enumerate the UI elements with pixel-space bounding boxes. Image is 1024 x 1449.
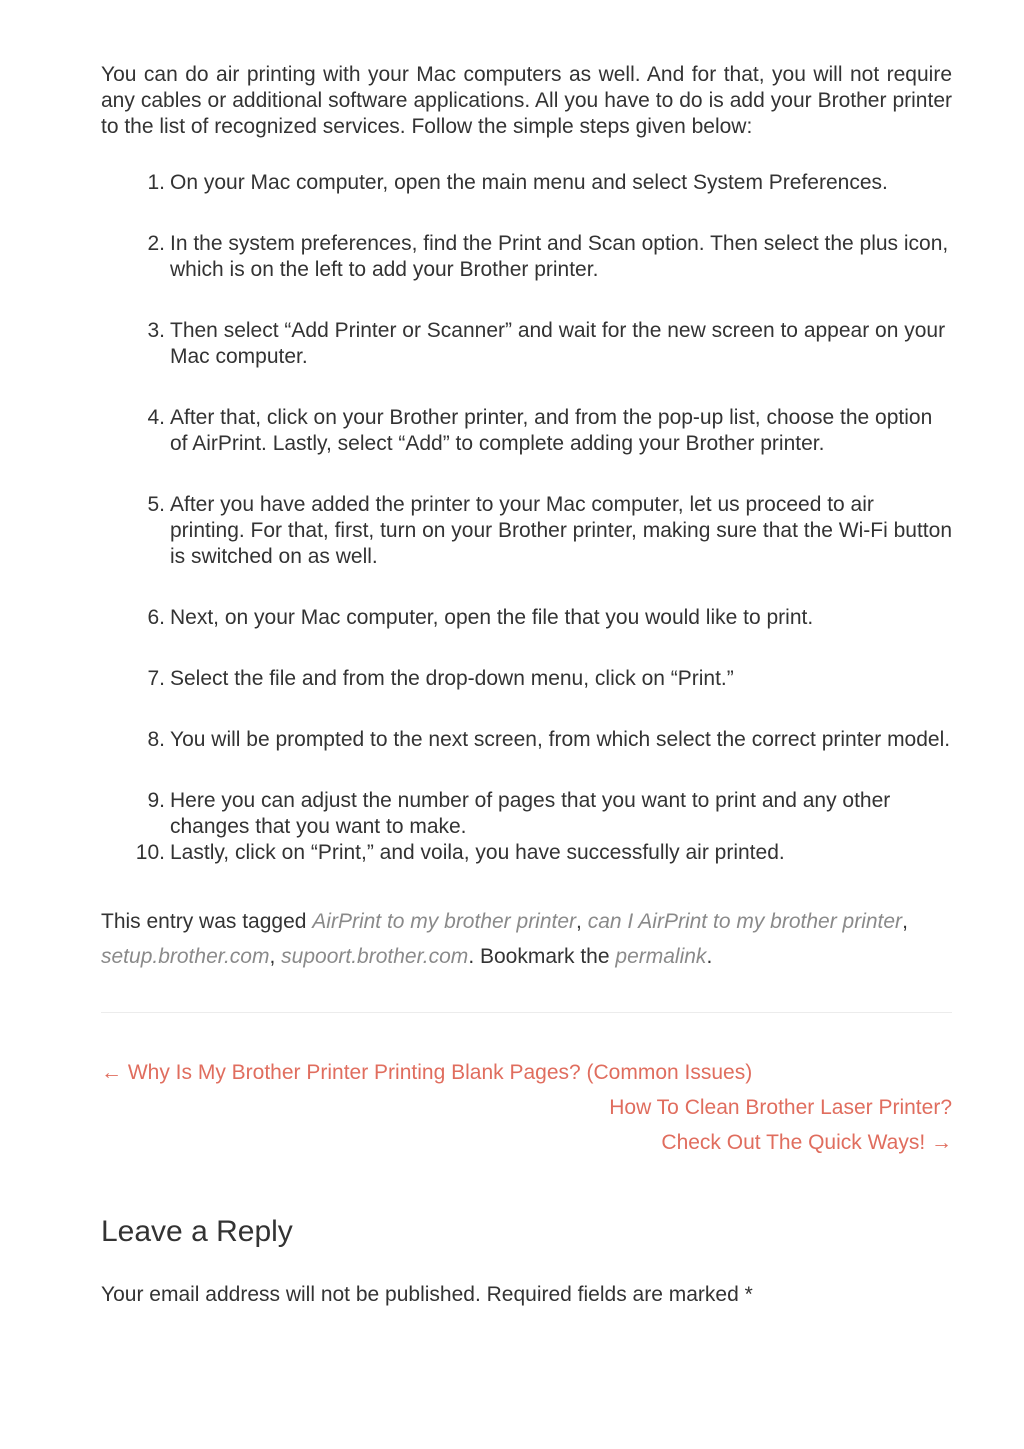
tags-period: . [468, 945, 480, 968]
tags-end-period: . [706, 945, 713, 968]
list-item [101, 231, 952, 283]
divider [101, 1012, 952, 1013]
list-item [101, 405, 952, 457]
previous-post-link[interactable]: ← Why Is My Brother Printer Printing Blank Pages? (Common Issues) [101, 1061, 753, 1084]
tags-prefix: This entry was tagged [101, 910, 313, 933]
step-text: After you have added the printer to your Mac computer, let us proceed to air printing. For that, first, turn on your Brother printer, making sure that the Wi-Fi button is switched on as well. [170, 493, 953, 568]
step-number: 3. [147, 319, 165, 342]
step-text: Select the file and from the drop-down menu, click on “Print.” [170, 667, 734, 690]
article-content [101, 62, 952, 1308]
reply-title: Leave a Reply [101, 1215, 293, 1248]
list-item [101, 788, 952, 840]
tag-link-supoort-brother-com[interactable]: supoort.brother.com [281, 945, 469, 968]
step-text: After that, click on your Brother printer, and from the pop-up list, choose the option of AirPrint. Lastly, select “Add” to complete adding your Brother printer. [170, 406, 933, 455]
list-item [101, 840, 952, 866]
step-number: 6. [147, 606, 165, 629]
list-item [101, 605, 952, 631]
next-post-title-line1: How To Clean Brother Laser Printer? [609, 1096, 952, 1119]
tag-separator: , [902, 910, 908, 933]
step-number: 1. [147, 171, 165, 194]
step-text: Lastly, click on “Print,” and voila, you have successfully air printed. [170, 841, 785, 864]
list-item [101, 492, 952, 570]
step-text: Here you can adjust the number of pages that you want to print and any other changes that you want to make. [170, 789, 891, 838]
list-item [101, 666, 952, 692]
list-item [101, 170, 952, 196]
tag-separator: , [269, 945, 282, 968]
entry-tags [101, 904, 952, 974]
step-text: Next, on your Mac computer, open the file that you would like to print. [170, 606, 814, 629]
tag-separator: , [576, 910, 588, 933]
tag-link-can-i-airprint[interactable]: can I AirPrint to my brother printer [587, 910, 903, 933]
step-number: 9. [147, 789, 165, 812]
step-number: 10. [135, 841, 165, 864]
step-text: On your Mac computer, open the main menu and select System Preferences. [170, 171, 888, 194]
list-item [101, 318, 952, 370]
step-number: 4. [147, 406, 165, 429]
list-item [101, 727, 952, 753]
tag-link-setup-brother-com[interactable]: setup.brother.com [101, 945, 270, 968]
step-number: 5. [147, 493, 165, 516]
bookmark-text: Bookmark the [479, 945, 616, 968]
steps-list [101, 170, 952, 866]
reply-notes: Your email address will not be published. Required fields are marked * [101, 1283, 753, 1306]
post-navigation [101, 1055, 952, 1160]
intro-paragraph: You can do air printing with your Mac computers as well. And for that, you will not require any cables or additional software applications. All you have to do is add your Brother printer to the list of recognized services. Follow the simple steps given below: [101, 63, 952, 138]
step-number: 8. [147, 728, 165, 751]
next-post-link[interactable] [101, 1090, 952, 1160]
next-post-title-line2: Check Out The Quick Ways! → [661, 1131, 952, 1154]
step-text: Then select “Add Printer or Scanner” and wait for the new screen to appear on your Mac computer. [170, 319, 946, 368]
permalink-link[interactable]: permalink [615, 945, 707, 968]
tag-link-airprint-to-my-brother-printer[interactable]: AirPrint to my brother printer [312, 910, 577, 933]
step-number: 7. [147, 667, 165, 690]
step-text: You will be prompted to the next screen, from which select the correct printer model. [170, 728, 951, 751]
step-number: 2. [147, 232, 165, 255]
step-text: In the system preferences, find the Print and Scan option. Then select the plus icon, which is on the left to add your Brother printer. [170, 232, 949, 281]
